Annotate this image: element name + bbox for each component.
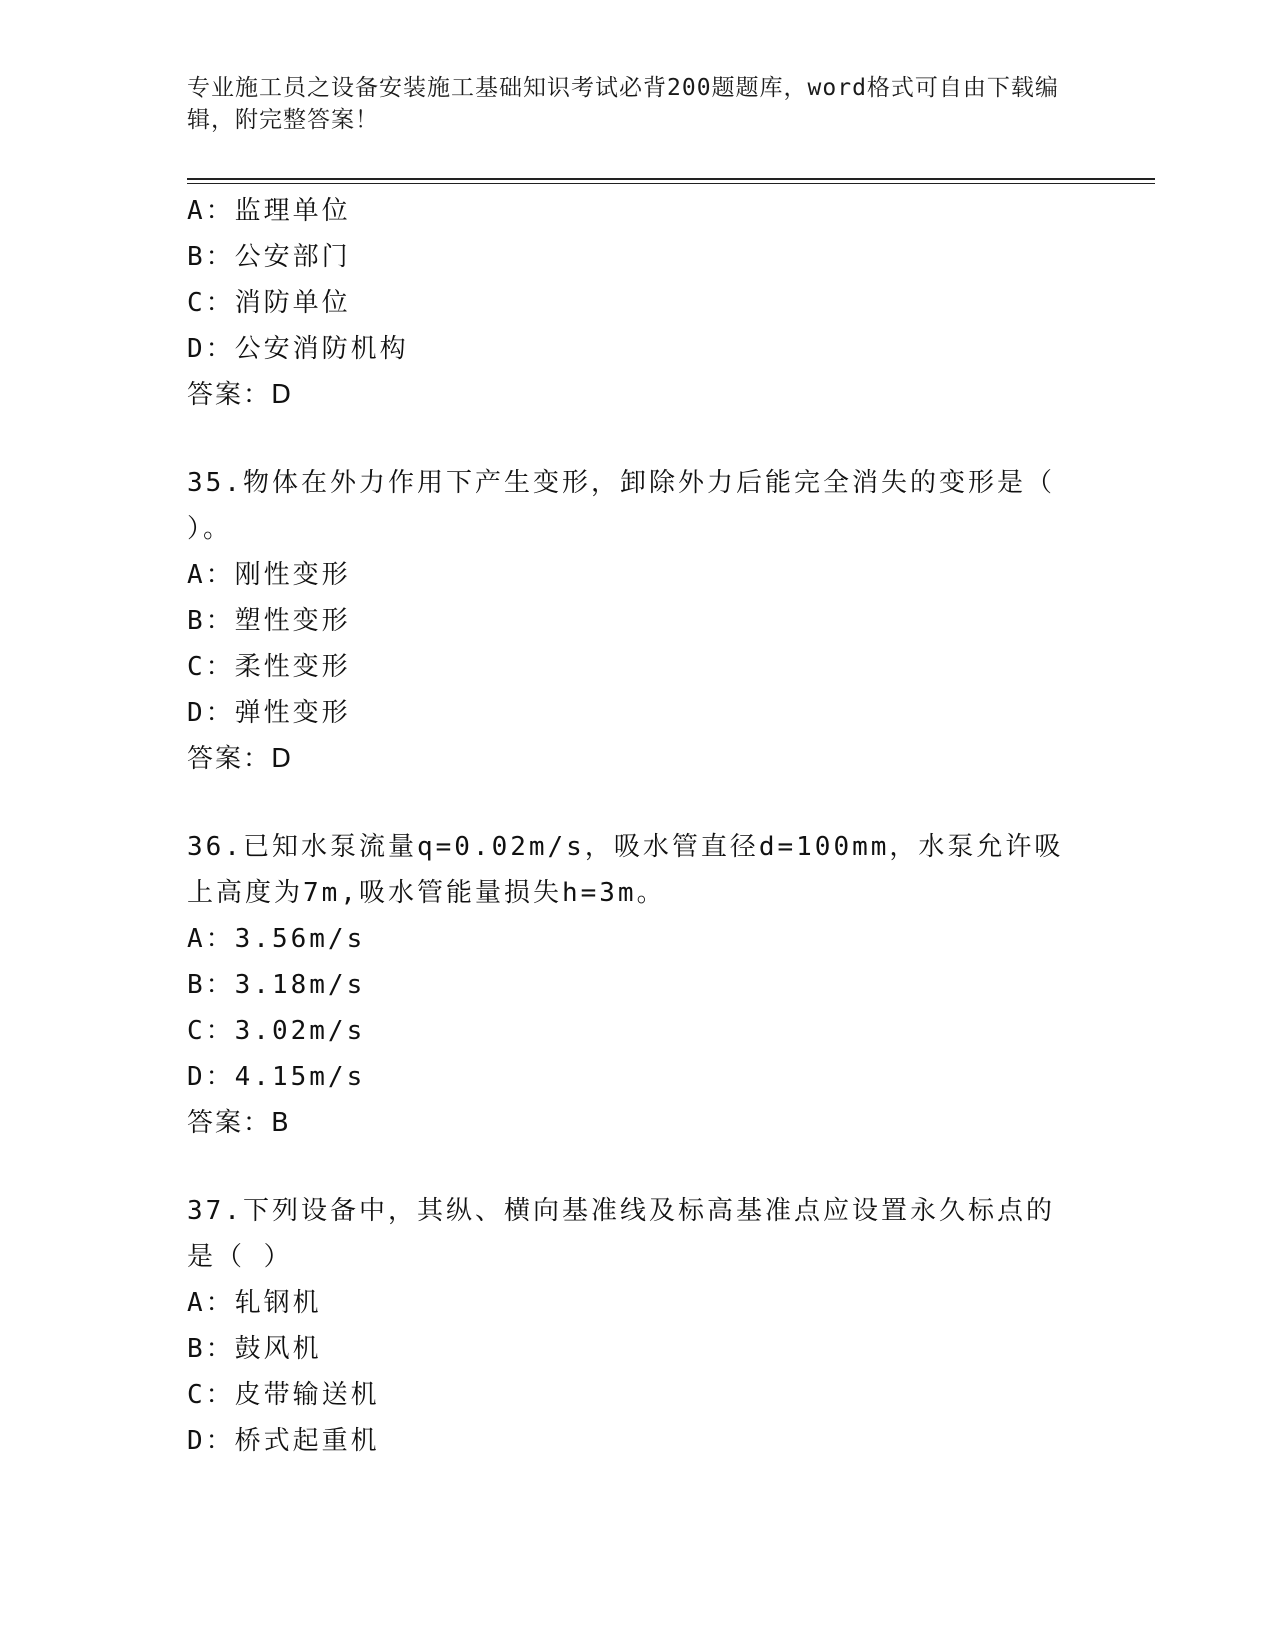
answer-label: 答案：D [187, 380, 294, 410]
option-c: C：消防单位 [187, 288, 351, 318]
question-block-34 [187, 188, 1087, 418]
option-a: A：3.56m/s [187, 924, 366, 954]
option-a: A：刚性变形 [187, 560, 351, 590]
option-c: C：3.02m/s [187, 1016, 366, 1046]
document-header: 专业施工员之设备安装施工基础知识考试必背200题题库，word格式可自由下载编辑，附完整答案！ [187, 75, 1059, 133]
option-d: D：4.15m/s [187, 1062, 366, 1092]
option-c: C：皮带输送机 [187, 1380, 380, 1410]
header-divider-thick [187, 178, 1155, 180]
question-block-36 [187, 824, 1087, 1146]
header-divider-thin [187, 183, 1155, 184]
option-a: A：监理单位 [187, 196, 351, 226]
question-text: 36.已知水泵流量q=0.02m/s，吸水管直径d=100mm，水泵允许吸上高度为7m,吸水管能量损失h=3m。 [187, 832, 1064, 908]
option-c: C：柔性变形 [187, 652, 351, 682]
option-d: D：桥式起重机 [187, 1426, 380, 1456]
question-block-37 [187, 1188, 1087, 1464]
option-b: B：3.18m/s [187, 970, 366, 1000]
question-list [187, 188, 1087, 1464]
option-b: B：塑性变形 [187, 606, 351, 636]
question-text: 35.物体在外力作用下产生变形，卸除外力后能完全消失的变形是（ ）。 [187, 468, 1055, 544]
option-b: B：公安部门 [187, 242, 351, 272]
question-text: 37.下列设备中，其纵、横向基准线及标高基准点应设置永久标点的是（ ） [187, 1196, 1055, 1272]
option-d: D：公安消防机构 [187, 334, 409, 364]
option-a: A：轧钢机 [187, 1288, 322, 1318]
option-b: B：鼓风机 [187, 1334, 322, 1364]
question-block-35 [187, 460, 1087, 782]
option-d: D：弹性变形 [187, 698, 351, 728]
answer-label: 答案：D [187, 744, 294, 774]
answer-label: 答案：B [187, 1108, 291, 1138]
